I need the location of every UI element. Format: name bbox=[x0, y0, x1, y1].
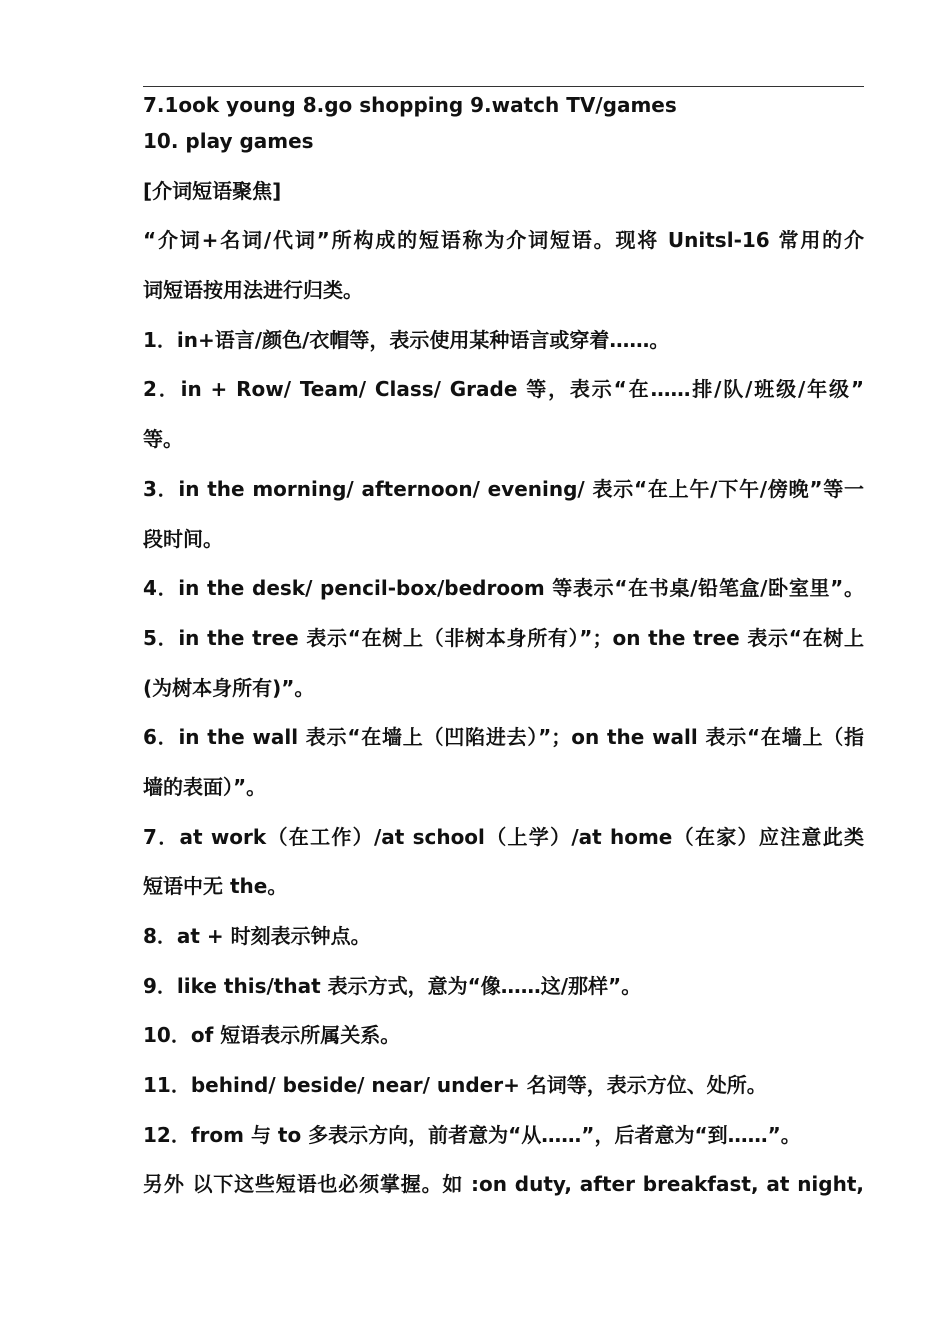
text-line-4: “介词+名词/代词”所构成的短语称为介词短语。现将 Unitsl-16 常用的介 bbox=[143, 228, 864, 253]
text-line-5: 词短语按用法进行归类。 bbox=[143, 278, 363, 303]
text-line-1: 7.1ook young 8.go shopping 9.watch TV/games bbox=[143, 93, 677, 117]
list-item-2-cont: 等。 bbox=[143, 427, 183, 452]
text-line-2: 10. play games bbox=[143, 129, 314, 153]
list-item-1: 1．in+语言/颜色/衣帽等，表示使用某种语言或穿着……。 bbox=[143, 327, 670, 352]
list-item-6: 6．in the wall 表示“在墙上（凹陷进去）”；on the wall 表示“在墙上（指 bbox=[143, 725, 864, 750]
section-heading: [介词短语聚焦] bbox=[143, 178, 282, 203]
list-item-6-cont: 墙的表面）”。 bbox=[143, 774, 267, 799]
list-item-8: 8．at + 时刻表示钟点。 bbox=[143, 924, 371, 948]
list-item-5: 5．in the tree 表示“在树上（非树本身所有）”；on the tree 表示“在树上 bbox=[143, 625, 864, 650]
list-item-5-cont: (为树本身所有)”。 bbox=[143, 675, 315, 700]
document-body bbox=[143, 86, 864, 1210]
list-item-11: 11．behind/ beside/ near/ under+ 名词等，表示方位、处所。 bbox=[143, 1073, 767, 1098]
list-item-12: 12．from 与 to 多表示方向，前者意为“从……”，后者意为“到……”。 bbox=[143, 1122, 801, 1147]
list-item-2: 2．in + Row/ Team/ Class/ Grade 等，表示“在……排/队/班级/年级” bbox=[143, 377, 864, 402]
list-item-7-cont: 短语中无 the。 bbox=[143, 874, 288, 899]
list-item-9: 9．like this/that 表示方式，意为“像……这/那样”。 bbox=[143, 973, 642, 998]
text-line-final: 另外 以下这些短语也必须掌握。如 :on duty, after breakfast, at night, bbox=[143, 1172, 864, 1197]
list-item-7: 7．at work（在工作）/at school（上学）/at home（在家）应注意此类 bbox=[143, 824, 864, 849]
list-item-10: 10．of 短语表示所属关系。 bbox=[143, 1023, 401, 1048]
list-item-4: 4．in the desk/ pencil-box/bedroom 等表示“在书桌/铅笔盒/卧室里”。 bbox=[143, 576, 864, 601]
list-item-3: 3．in the morning/ afternoon/ evening/ 表示“在上午/下午/傍晚”等一 bbox=[143, 476, 864, 501]
list-item-3-cont: 段时间。 bbox=[143, 526, 223, 551]
